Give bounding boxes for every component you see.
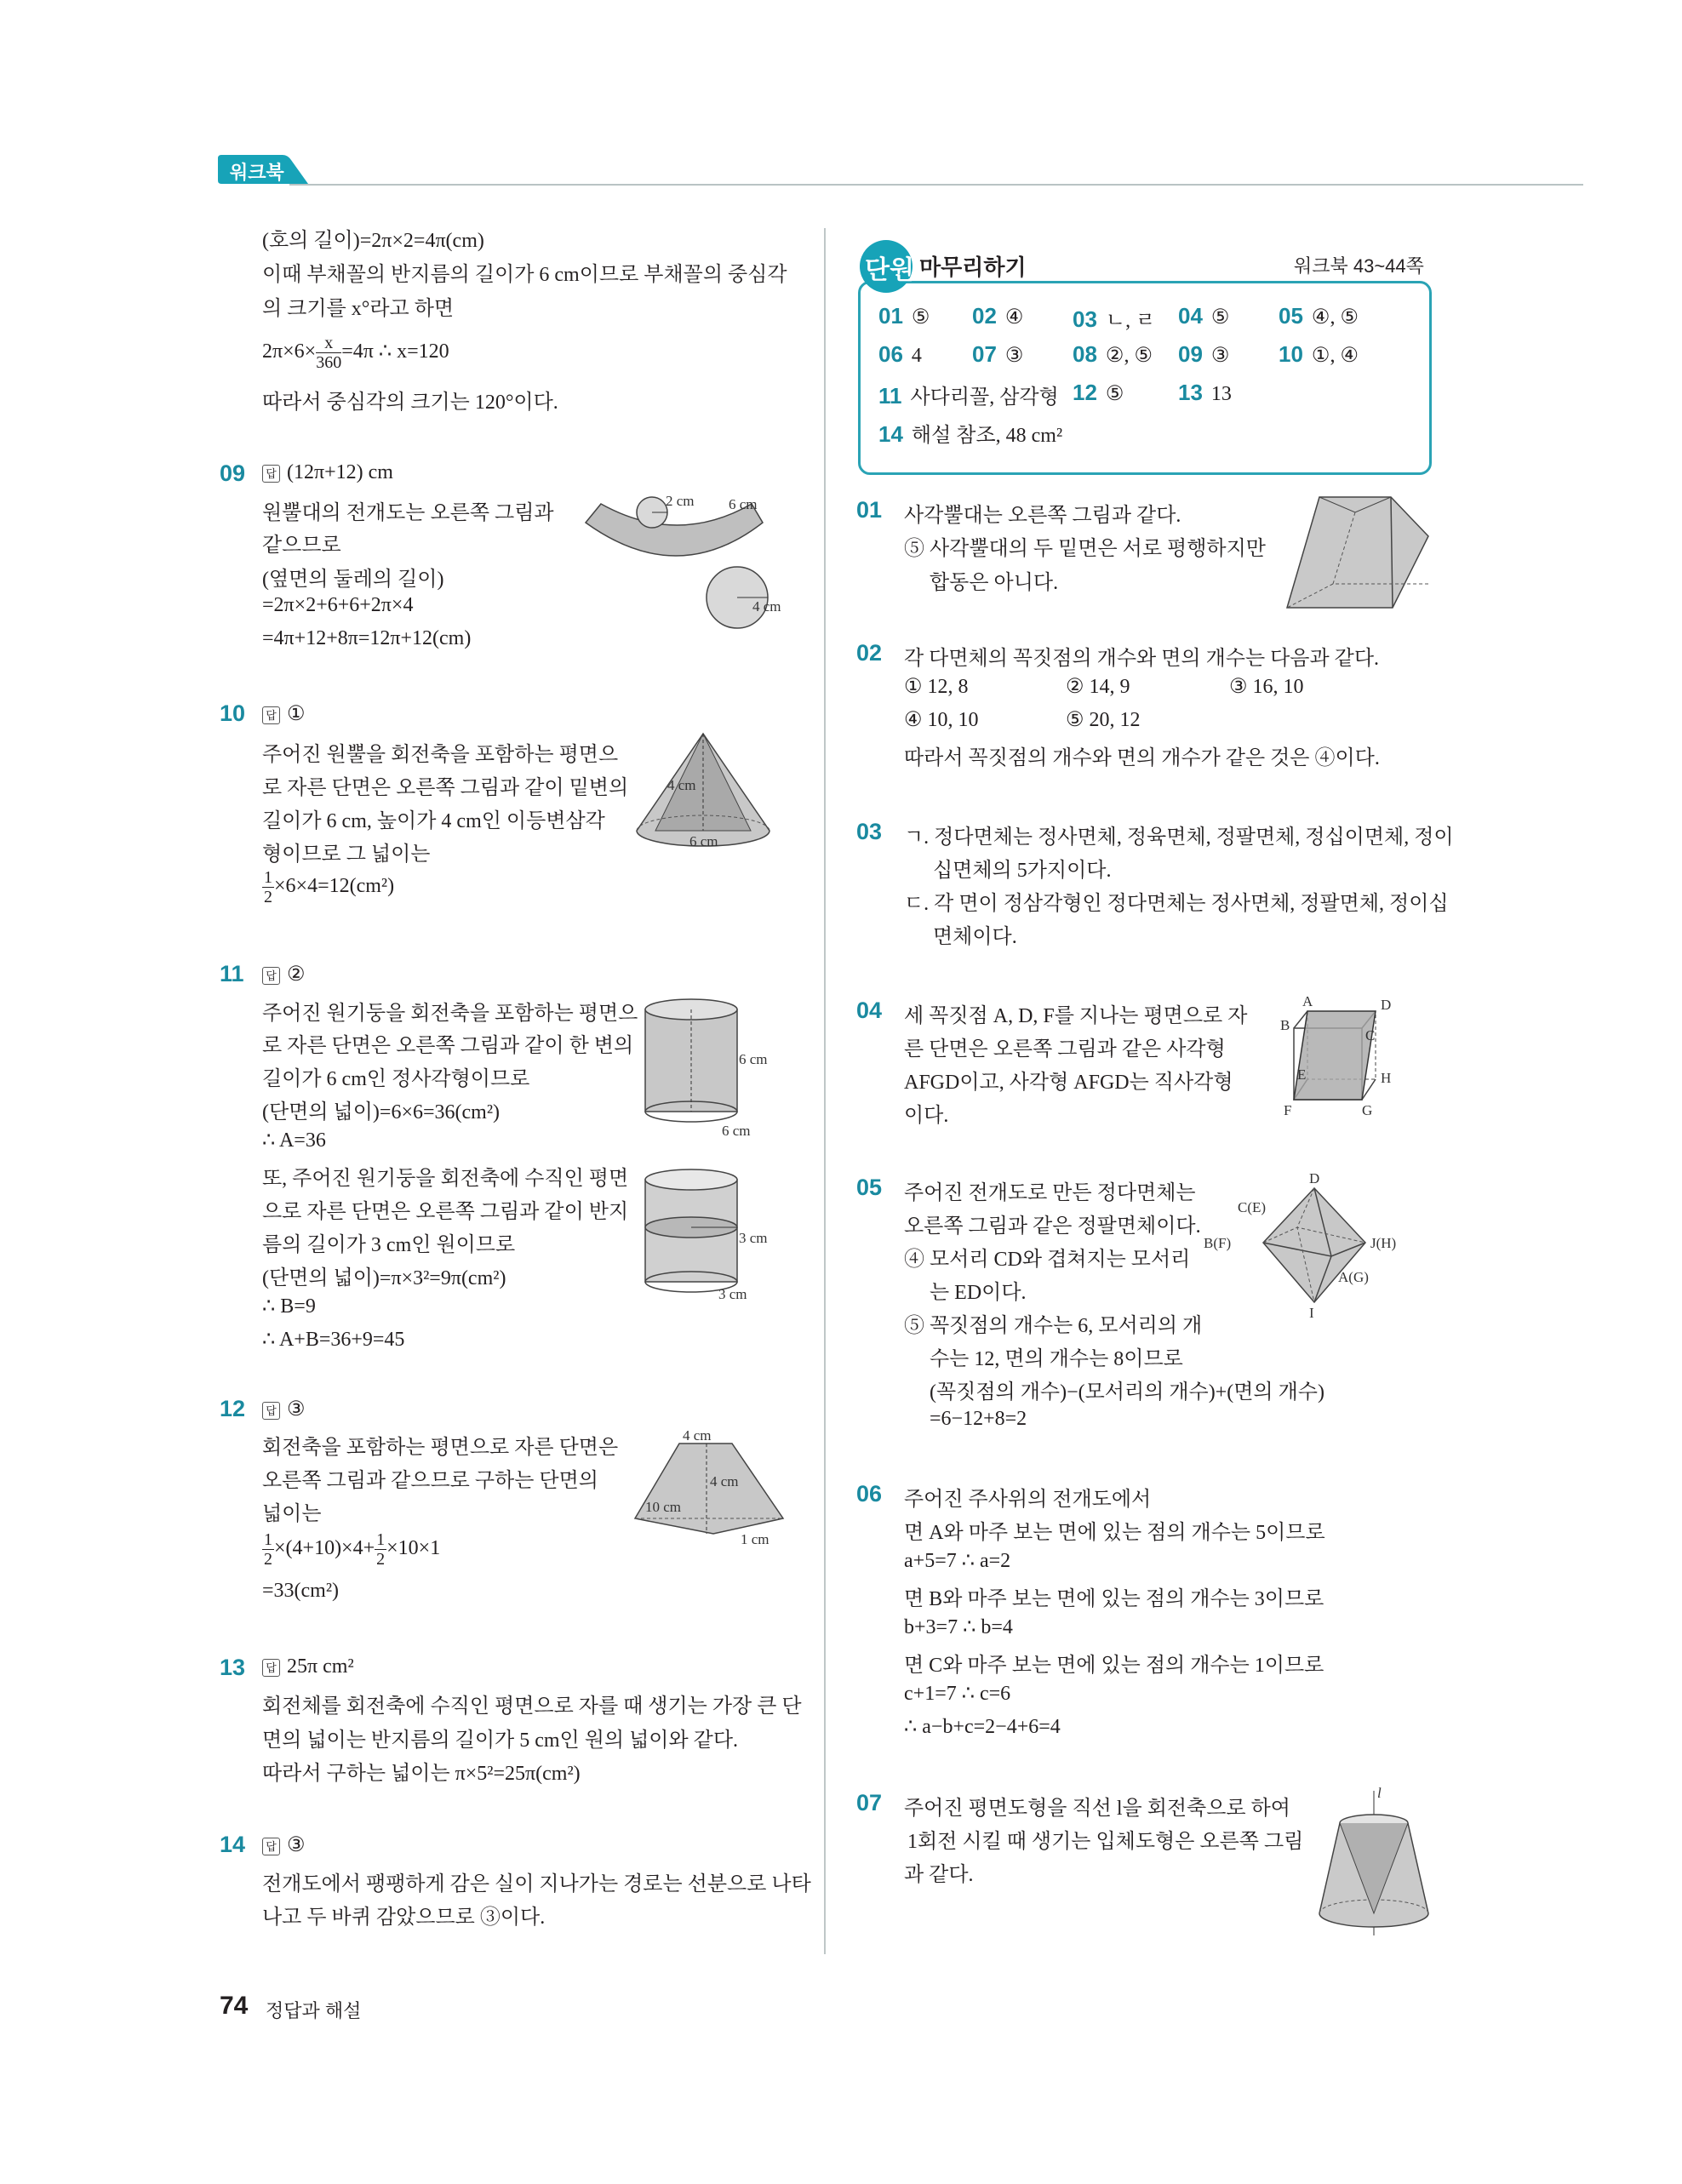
text-line: =33(cm²) [262, 1580, 340, 1602]
summary-item [1073, 341, 1153, 368]
answer-line [262, 461, 393, 484]
text-line: ⑤ 사각뿔대의 두 밑면은 서로 평행하지만 [904, 538, 1266, 560]
text-line: 1회전 시킬 때 생기는 입체도형은 오른쪽 그림 [907, 1831, 1304, 1853]
problem-number: 11 [220, 961, 244, 986]
answer-line [262, 701, 306, 726]
problem-number: 14 [220, 1832, 246, 1857]
revolved-solid-figure [1314, 1786, 1433, 1939]
page-number: 74 [220, 1992, 249, 2020]
summary-item-number: 08 [1073, 341, 1097, 367]
formula-line [262, 868, 394, 906]
fig-label: 6 cm [729, 496, 758, 512]
fig-label: C [1365, 1027, 1376, 1043]
text-line: ② 14, 9 [1066, 676, 1130, 698]
fig-label: 10 cm [645, 1499, 682, 1515]
summary-item-number: 13 [1178, 380, 1203, 405]
summary-page-ref: 워크북 43~44쪽 [1294, 255, 1424, 277]
summary-item-number: 09 [1178, 341, 1203, 367]
text-line: 회전축을 포함하는 평면으로 자른 단면은 [262, 1437, 619, 1459]
fig-label: A [1302, 994, 1313, 1009]
text-line: ㄷ. 각 면이 정삼각형인 정다면체는 정사면체, 정팔면체, 정이십 [904, 893, 1449, 915]
summary-item-answer: 해설 참조, 48 cm² [911, 425, 1063, 447]
trapezoid-section-figure [630, 1428, 800, 1556]
text-line: 또, 주어진 원기둥을 회전축에 수직인 평면 [262, 1168, 629, 1190]
answer-badge-icon: 답 [262, 967, 280, 985]
fig-label: 3 cm [718, 1286, 747, 1302]
summary-item [878, 303, 930, 329]
fig-label: B [1280, 1017, 1290, 1033]
text-line: ④ 모서리 CD와 겹쳐지는 모서리 [904, 1249, 1191, 1271]
summary-item-answer: 사다리꼴, 삼각형 [910, 386, 1059, 409]
text-line: 로 자른 단면은 오른쪽 그림과 같이 한 변의 [262, 1035, 634, 1057]
text-line: ㄱ. 정다면체는 정사면체, 정육면체, 정팔면체, 정십이면체, 정이 [904, 826, 1454, 849]
text-line: ④ 10, 10 [904, 709, 979, 731]
frustum-net-figure [577, 487, 798, 632]
fig-label: 6 cm [722, 1123, 751, 1139]
intro-formula [262, 334, 449, 372]
frac-num: 1 [264, 868, 272, 887]
text-line: 주어진 주사위의 전개도에서 [904, 1489, 1152, 1511]
frac-num: x [316, 334, 341, 353]
summary-item-answer: ⑤ [1105, 383, 1124, 405]
text-line: 사각뿔대는 오른쪽 그림과 같다. [904, 505, 1181, 527]
text-line: 회전체를 회전축에 수직인 평면으로 자를 때 생기는 가장 큰 단 [262, 1695, 802, 1718]
problem-number: 06 [856, 1481, 883, 1507]
text-line: 각 다면체의 꼭짓점의 개수와 면의 개수는 다음과 같다. [904, 648, 1380, 670]
text-line: ⑤ 20, 12 [1066, 709, 1141, 731]
summary-item-answer: ④, ⑤ [1311, 306, 1359, 329]
summary-item-answer: ㄴ, ㄹ [1105, 310, 1156, 332]
footer-title: 정답과 해설 [266, 2000, 362, 2021]
text-line: 주어진 전개도로 만든 정다면체는 [904, 1182, 1196, 1204]
problem-number: 03 [856, 819, 883, 844]
text-line: 이다. [904, 1105, 949, 1127]
text-line: ∴ A+B=36+9=45 [262, 1329, 405, 1351]
text-line: 른 단면은 오른쪽 그림과 같은 사각형 [904, 1038, 1226, 1061]
problem-number: 01 [856, 497, 883, 523]
formula-text: ×10×1 [386, 1537, 441, 1560]
fig-label: l [1377, 1786, 1382, 1801]
text-line: 같으므로 [262, 535, 341, 557]
answer-badge-icon: 답 [262, 706, 280, 724]
cube-section-figure [1277, 994, 1439, 1139]
text-line: AFGD이고, 사각형 AFGD는 직사각형 [904, 1072, 1233, 1094]
summary-item [972, 303, 1023, 329]
formula-text: ×6×4=12(cm²) [274, 875, 395, 898]
fig-label: 1 cm [741, 1531, 769, 1547]
text-line: c+1=7 ∴ c=6 [904, 1683, 1011, 1705]
summary-item-number: 05 [1279, 303, 1303, 329]
text-line: =4π+12+8π=12π+12(cm) [262, 627, 472, 649]
answer-line [262, 1397, 306, 1421]
text-line: 오른쪽 그림과 같으므로 구하는 단면의 [262, 1470, 598, 1492]
text-line: 나고 두 바퀴 감았으므로 ③이다. [262, 1907, 546, 1929]
summary-item-number: 07 [972, 341, 997, 367]
text-line: ∴ B=9 [262, 1295, 316, 1318]
fig-label: G [1362, 1102, 1373, 1118]
text-line: ③ 16, 10 [1229, 676, 1304, 698]
text-line: ⑤ 꼭짓점의 개수는 6, 모서리의 개 [904, 1315, 1203, 1337]
text-line: 길이가 6 cm인 정사각형이므로 [262, 1068, 530, 1090]
fig-label: H [1381, 1070, 1392, 1086]
text-line: (옆면의 둘레의 길이) [262, 569, 444, 591]
fig-label: 4 cm [752, 598, 781, 615]
problem-number: 02 [856, 640, 883, 666]
text-line: ∴ a−b+c=2−4+6=4 [904, 1716, 1061, 1738]
summary-item-number: 12 [1073, 380, 1097, 405]
column-divider [824, 228, 826, 1954]
summary-item [878, 380, 1059, 409]
problem-number: 12 [220, 1396, 246, 1421]
summary-item-answer: ①, ④ [1311, 345, 1359, 367]
summary-item-number: 06 [878, 341, 903, 367]
fig-label: J(H) [1370, 1235, 1397, 1251]
fig-label: I [1309, 1305, 1314, 1321]
formula-line [262, 1530, 440, 1569]
cylinder-figure-2 [638, 1166, 800, 1311]
summary-item-number: 02 [972, 303, 997, 329]
summary-item [1279, 303, 1359, 329]
answer-text: ③ [287, 1834, 306, 1856]
fig-label: 4 cm [667, 777, 696, 793]
summary-item-answer: 13 [1210, 383, 1232, 405]
text-line: 는 ED이다. [930, 1282, 1027, 1304]
problem-number: 09 [220, 460, 246, 486]
fraction [375, 1530, 386, 1569]
summary-item-answer: ③ [1004, 345, 1024, 367]
answer-text: 25π cm² [287, 1655, 354, 1678]
summary-item-number: 14 [878, 421, 903, 447]
text-line: =2π×2+6+6+2π×4 [262, 594, 414, 616]
text-line: 과 같다. [904, 1864, 974, 1886]
text-line: 면체이다. [933, 926, 1017, 948]
problem-number: 04 [856, 998, 883, 1023]
text-line: ∴ A=36 [262, 1129, 326, 1152]
answer-text: ① [287, 703, 306, 725]
frac-num: 1 [264, 1530, 272, 1549]
text-line: 형이므로 그 넓이는 [262, 843, 431, 866]
answer-badge-icon: 답 [262, 1838, 280, 1855]
summary-title-badge-text: 단원 [865, 256, 914, 284]
fig-label: 3 cm [739, 1230, 768, 1246]
cylinder-figure-1 [638, 996, 800, 1141]
summary-item [1073, 303, 1155, 333]
fig-label: A(G) [1338, 1269, 1369, 1285]
summary-item-answer: ③ [1210, 345, 1230, 367]
summary-item-answer: ④ [1004, 306, 1024, 329]
answer-line [262, 1832, 306, 1857]
intro-line-3: 의 크기를 x°라고 하면 [262, 298, 455, 320]
text-line: b+3=7 ∴ b=4 [904, 1616, 1013, 1638]
problem-number: 13 [220, 1655, 246, 1680]
frac-den: 360 [316, 353, 342, 372]
summary-item-number: 04 [1178, 303, 1203, 329]
text-line: 주어진 평면도형을 직선 l을 회전축으로 하여 [904, 1798, 1290, 1820]
answer-line [262, 962, 306, 986]
fig-label: 4 cm [683, 1428, 712, 1444]
fig-label: 2 cm [666, 493, 695, 509]
answer-text: ③ [287, 1398, 306, 1421]
text-line: 으로 자른 단면은 오른쪽 그림과 같이 반지 [262, 1201, 629, 1223]
square-frustum-figure [1282, 489, 1435, 616]
summary-item [878, 341, 922, 368]
summary-title: 마무리하기 [919, 254, 1027, 280]
fraction [262, 1530, 274, 1569]
text-line: 면 A와 마주 보는 면에 있는 점의 개수는 5이므로 [904, 1522, 1325, 1544]
text-line: 따라서 구하는 넓이는 π×5²=25π(cm²) [262, 1763, 581, 1785]
text-line: 따라서 꼭짓점의 개수와 면의 개수가 같은 것은 ④이다. [904, 747, 1380, 769]
text-line: 오른쪽 그림과 같은 정팔면체이다. [904, 1215, 1201, 1238]
text-line: 길이가 6 cm, 높이가 4 cm인 이등변삼각 [262, 810, 605, 832]
summary-item [878, 418, 1062, 448]
summary-item [1178, 303, 1229, 329]
answer-text: (12π+12) cm [287, 461, 393, 483]
problem-number: 05 [856, 1175, 883, 1200]
summary-item-number: 10 [1279, 341, 1303, 367]
cone-figure [630, 730, 792, 858]
text-line: 로 자른 단면은 오른쪽 그림과 같이 밑변의 [262, 777, 629, 799]
text-line: =6−12+8=2 [930, 1408, 1027, 1430]
summary-item-answer: 4 [911, 345, 922, 367]
summary-item [1279, 341, 1359, 368]
header-rule [289, 184, 1583, 186]
fraction [262, 868, 274, 906]
summary-item-number: 03 [1073, 306, 1097, 332]
fig-label: C(E) [1238, 1199, 1267, 1215]
frac-den: 2 [376, 1550, 386, 1569]
text-line: 주어진 원기둥을 회전축을 포함하는 평면으 [262, 1003, 638, 1025]
summary-item-number: 01 [878, 303, 903, 329]
fig-label: F [1284, 1102, 1292, 1118]
summary-item [1178, 380, 1232, 406]
summary-item-number: 11 [878, 383, 902, 409]
frac-den: 2 [264, 888, 272, 906]
fig-label: D [1309, 1171, 1320, 1186]
intro-fraction [316, 334, 341, 372]
fig-label: 6 cm [739, 1051, 768, 1067]
text-line: ① 12, 8 [904, 676, 969, 698]
text-line: (꼭짓점의 개수)−(모서리의 개수)+(면의 개수) [930, 1381, 1324, 1404]
text-line: a+5=7 ∴ a=2 [904, 1550, 1011, 1572]
text-line: (단면의 넓이)=π×3²=9π(cm²) [262, 1267, 506, 1289]
answer-line [262, 1655, 354, 1678]
fig-label: 6 cm [689, 833, 718, 849]
problem-number: 10 [220, 700, 246, 726]
text-line: 넓이는 [262, 1503, 322, 1525]
frac-num: 1 [376, 1530, 386, 1549]
frac-den: 2 [264, 1550, 272, 1569]
text-line: 수는 12, 면의 개수는 8이므로 [930, 1348, 1183, 1370]
answer-text: ② [287, 963, 306, 986]
intro-formula-a: 2π×6× [262, 340, 317, 363]
intro-line-1: (호의 길이)=2π×2=4π(cm) [262, 230, 484, 252]
text-line: 면의 넓이는 반지름의 길이가 5 cm인 원의 넓이와 같다. [262, 1729, 738, 1752]
summary-item [1178, 341, 1229, 368]
octahedron-figure [1204, 1171, 1425, 1324]
summary-item-answer: ②, ⑤ [1105, 345, 1153, 367]
summary-item-answer: ⑤ [911, 306, 930, 329]
fig-label: B(F) [1204, 1235, 1232, 1251]
intro-formula-b: =4π ∴ x=120 [341, 340, 449, 363]
answer-badge-icon: 답 [262, 465, 280, 483]
text-line: 세 꼭짓점 A, D, F를 지나는 평면으로 자 [904, 1005, 1248, 1027]
text-line: 합동은 아니다. [930, 572, 1059, 594]
intro-line-2: 이때 부채꼴의 반지름의 길이가 6 cm이므로 부채꼴의 중심각 [262, 264, 787, 286]
text-line: 면 B와 마주 보는 면에 있는 점의 개수는 3이므로 [904, 1588, 1324, 1610]
summary-item [1073, 380, 1124, 406]
text-line: 름의 길이가 3 cm인 원이므로 [262, 1234, 516, 1256]
formula-text: ×(4+10)×4+ [274, 1537, 375, 1560]
text-line: 전개도에서 팽팽하게 감은 실이 지나가는 경로는 선분으로 나타 [262, 1873, 811, 1895]
intro-line-6: 따라서 중심각의 크기는 120°이다. [262, 392, 558, 414]
text-line: 주어진 원뿔을 회전축을 포함하는 평면으 [262, 744, 619, 766]
fig-label: D [1381, 997, 1392, 1013]
text-line: 원뿔대의 전개도는 오른쪽 그림과 [262, 502, 554, 524]
fig-label: 4 cm [710, 1473, 739, 1489]
summary-item-answer: ⑤ [1210, 306, 1230, 329]
problem-number: 07 [856, 1790, 883, 1815]
fig-label: E [1297, 1066, 1307, 1083]
text-line: (단면의 넓이)=6×6=36(cm²) [262, 1101, 501, 1123]
text-line: 십면체의 5가지이다. [933, 860, 1112, 882]
text-line: 면 C와 마주 보는 면에 있는 점의 개수는 1이므로 [904, 1655, 1324, 1677]
summary-item [972, 341, 1023, 368]
answer-badge-icon: 답 [262, 1402, 280, 1420]
section-tab-label: 워크북 [230, 162, 284, 183]
answer-badge-icon: 답 [262, 1659, 280, 1677]
